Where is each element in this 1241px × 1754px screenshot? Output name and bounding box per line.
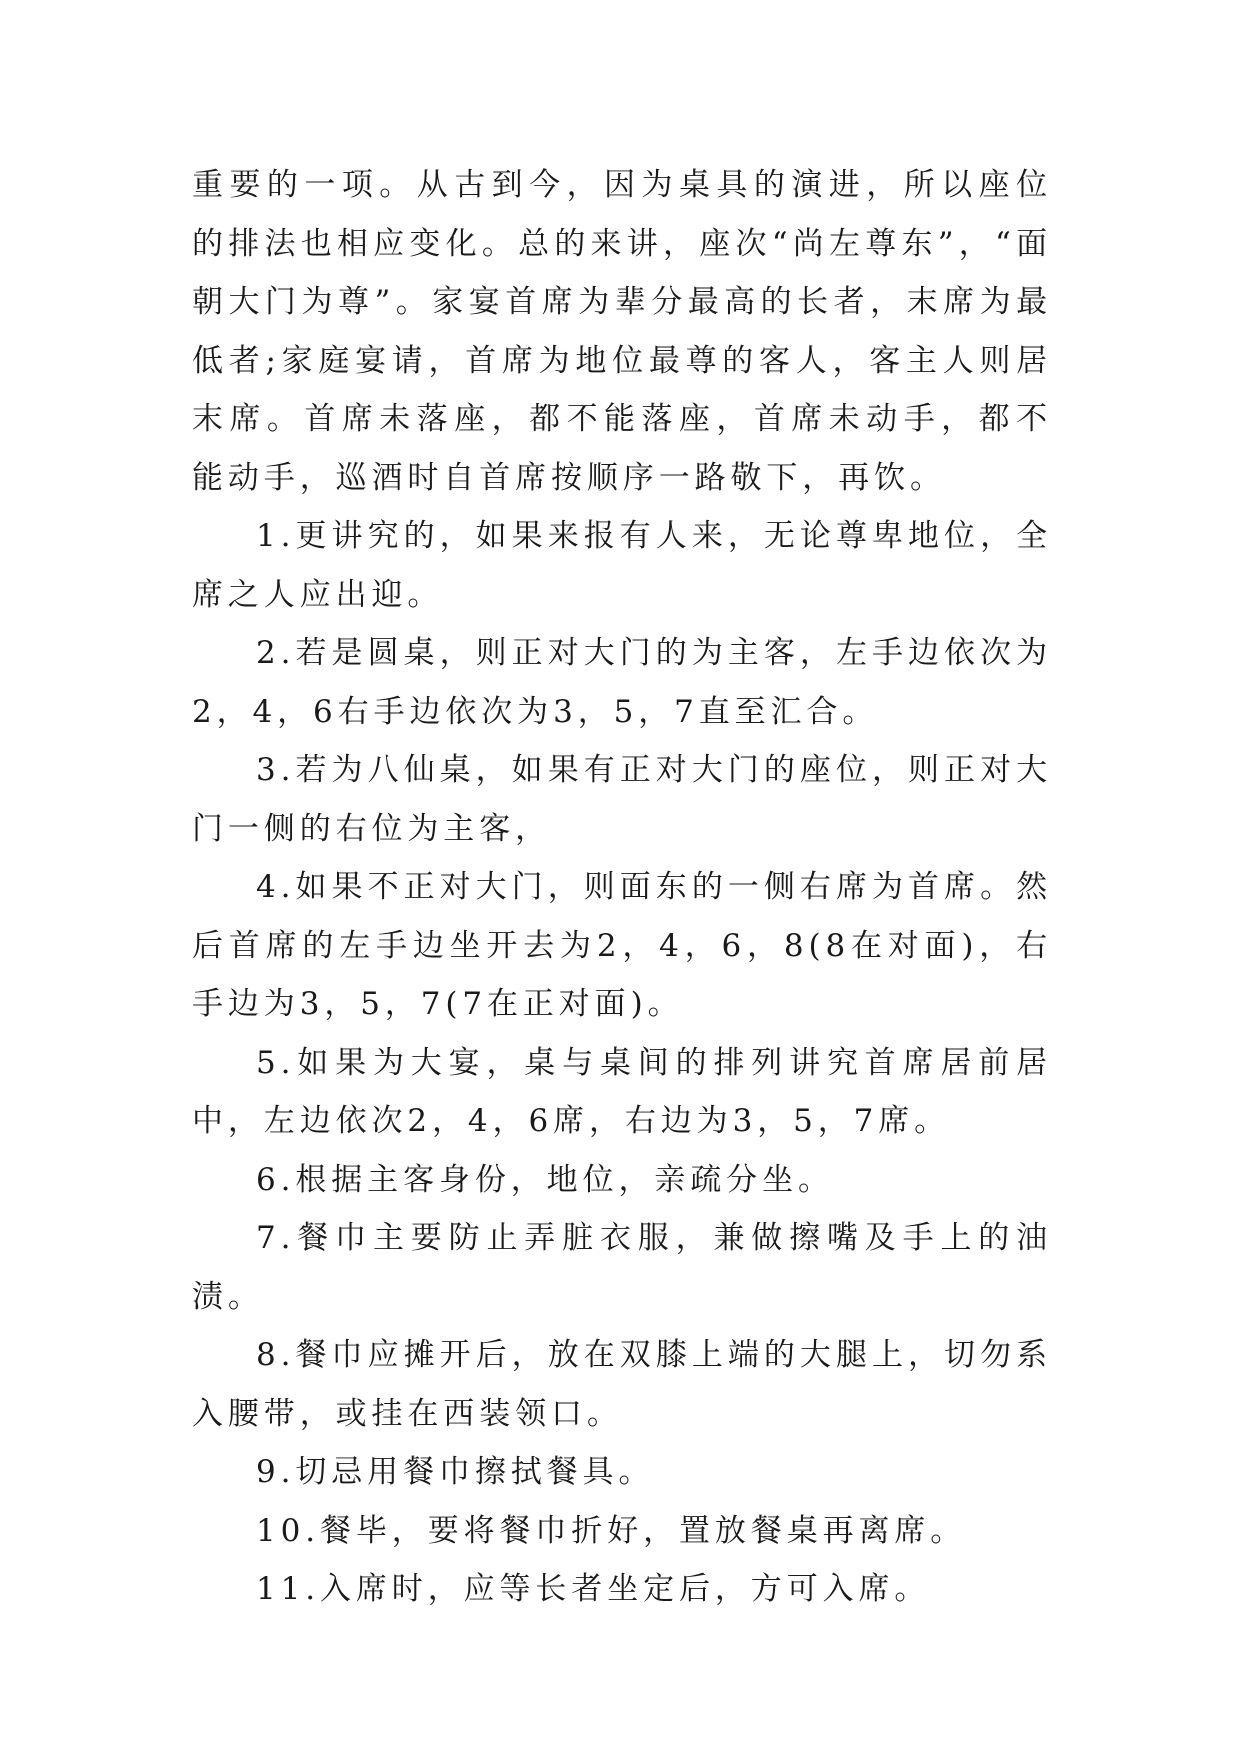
paragraph-item-7: 7.餐巾主要防止弄脏衣服，兼做擦嘴及手上的油渍。 [192,1220,1052,1315]
paragraph-item-1: 1.更讲究的，如果来报有人来，无论尊卑地位，全席之人应出迎。 [192,518,1052,613]
paragraph-item-9: 9.切忌用餐巾擦拭餐具。 [256,1454,655,1490]
paragraph-item-6: 6.根据主客身份，地位，亲疏分坐。 [256,1161,834,1198]
paragraph-item-10: 10.餐毕，要将餐巾折好，置放餐桌再离席。 [256,1512,967,1549]
paragraph-item-4: 4.如果不正对大门，则面东的一侧右席为首席。然后首席的左手边坐开去为2，4，6，8(8在对面)，右手边为3，5，7(7在正对面)。 [192,869,1052,1022]
paragraph-item-8: 8.餐巾应摊开后，放在双膝上端的大腿上，切勿系入腰带，或挂在西装领口。 [192,1337,1052,1432]
paragraph-item-2: 2.若是圆桌，则正对大门的为主客，左手边依次为2，4，6右手边依次为3，5，7直至汇合。 [192,635,1052,730]
paragraph-item-5: 5.如果为大宴，桌与桌间的排列讲究首席居前居中，左边依次2，4，6席，右边为3，5，7席。 [192,1044,1052,1139]
document-body [192,156,1052,1619]
paragraph-item-11: 11.入席时，应等长者坐定后，方可入席。 [256,1571,931,1607]
paragraph-intro: 重要的一项。从古到今，因为桌具的演进，所以座位的排法也相应变化。总的来讲，座次“尚左尊东”，“面朝大门为尊”。家宴首席为辈分最高的长者，末席为最低者;家庭宴请，首席为地位最尊的客人，客主人则居末席。首席未落座，都不能落座，首席未动手，都不能动手，巡酒时自首席按顺序一路敬下，再饮。 [192,167,1052,496]
paragraph-item-3: 3.若为八仙桌，如果有正对大门的座位，则正对大门一侧的右位为主客， [192,752,1052,847]
